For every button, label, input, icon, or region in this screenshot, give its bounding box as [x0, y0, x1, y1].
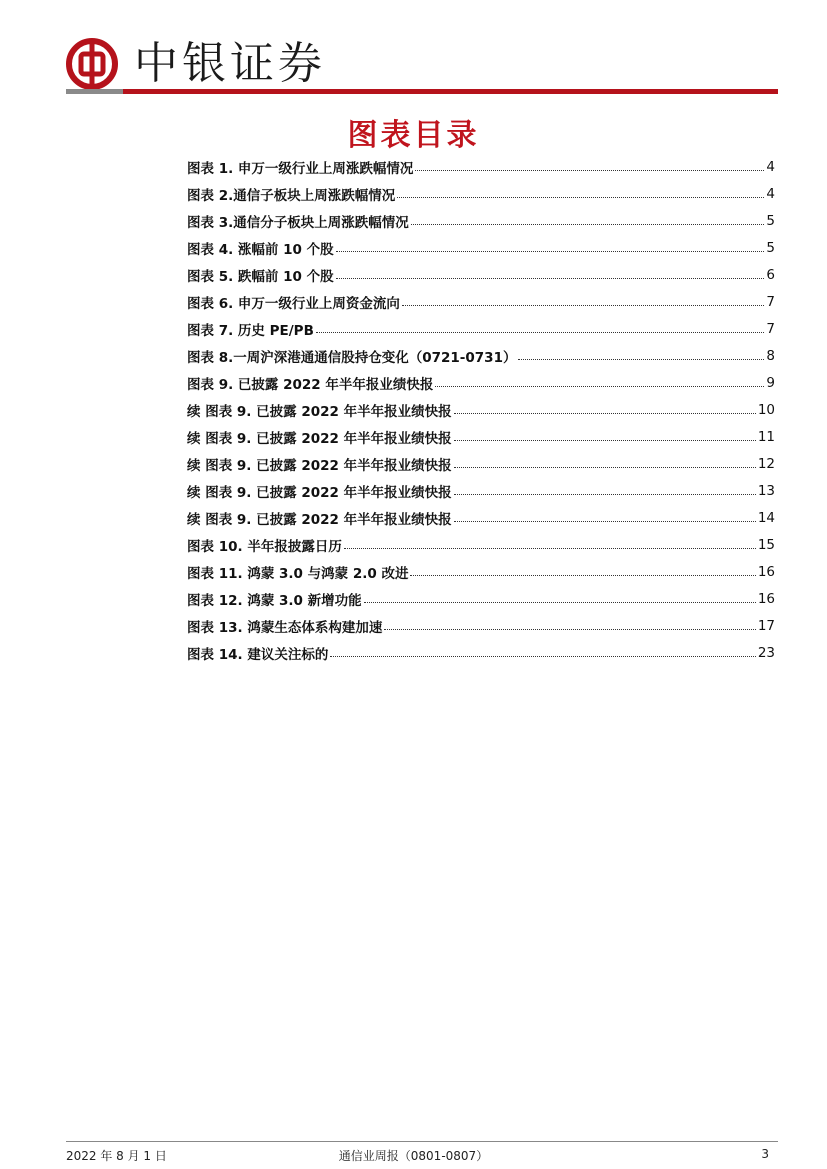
footer-rule: [66, 1141, 778, 1142]
toc-leader-dots: [330, 656, 755, 657]
toc-entry[interactable]: [187, 585, 775, 612]
toc-entry-label: 图表 8.一周沪深港通通信股持仓变化（0721-0731）: [187, 349, 517, 366]
toc-entry-page: 14: [757, 509, 775, 526]
toc-entry-label: 图表 11. 鸿蒙 3.0 与鸿蒙 2.0 改进: [187, 565, 409, 582]
toc-leader-dots: [336, 251, 765, 252]
toc-entry-page: 4: [766, 185, 775, 202]
footer-page-number: 3: [761, 1147, 769, 1161]
toc-entry[interactable]: [187, 558, 775, 585]
toc-entry-label: 图表 13. 鸿蒙生态体系构建加速: [187, 619, 383, 636]
toc-entry[interactable]: [187, 342, 775, 369]
toc-entry-page: 9: [766, 374, 775, 391]
toc-entry-page: 15: [757, 536, 775, 553]
toc-entry[interactable]: [187, 504, 775, 531]
toc-entry-label: 图表 2.通信子板块上周涨跌幅情况: [187, 187, 396, 204]
toc-entry[interactable]: [187, 450, 775, 477]
toc-entry-label: 图表 10. 半年报披露日历: [187, 538, 342, 555]
toc-entry-page: 16: [757, 590, 775, 607]
toc-entry-page: 17: [757, 617, 775, 634]
toc-entry-page: 7: [766, 320, 775, 337]
toc-leader-dots: [454, 413, 756, 414]
toc-entry-page: 4: [766, 158, 775, 175]
toc-entry[interactable]: [187, 234, 775, 261]
toc-leader-dots: [518, 359, 764, 360]
toc-entry[interactable]: [187, 423, 775, 450]
toc-leader-dots: [364, 602, 756, 603]
toc-entry-label: 图表 12. 鸿蒙 3.0 新增功能: [187, 592, 362, 609]
header-rule-red: [123, 89, 778, 94]
toc-leader-dots: [454, 494, 756, 495]
toc-entry-page: 6: [766, 266, 775, 283]
toc-entry[interactable]: [187, 207, 775, 234]
toc-entry-label: 续 图表 9. 已披露 2022 年半年报业绩快报: [187, 511, 452, 528]
toc-entry-page: 5: [766, 212, 775, 229]
bank-of-china-logo-icon: [66, 38, 118, 90]
toc-entry-page: 5: [766, 239, 775, 256]
toc-entry-page: 10: [757, 401, 775, 418]
toc-leader-dots: [411, 224, 765, 225]
toc-entry[interactable]: [187, 639, 775, 666]
toc-entry[interactable]: [187, 261, 775, 288]
toc-leader-dots: [454, 521, 756, 522]
table-of-contents: [187, 153, 775, 666]
brand-name: 中银证券: [134, 38, 326, 89]
toc-entry-page: 11: [757, 428, 775, 445]
toc-leader-dots: [410, 575, 755, 576]
toc-entry[interactable]: [187, 153, 775, 180]
toc-leader-dots: [344, 548, 756, 549]
toc-leader-dots: [316, 332, 765, 333]
toc-entry-label: 图表 14. 建议关注标的: [187, 646, 329, 663]
toc-entry-label: 续 图表 9. 已披露 2022 年半年报业绩快报: [187, 430, 452, 447]
toc-entry-page: 16: [757, 563, 775, 580]
toc-entry[interactable]: [187, 369, 775, 396]
toc-leader-dots: [397, 197, 764, 198]
toc-entry[interactable]: [187, 612, 775, 639]
toc-entry-page: 8: [766, 347, 775, 364]
toc-title: 图表目录: [347, 118, 480, 153]
toc-entry[interactable]: [187, 396, 775, 423]
toc-leader-dots: [454, 467, 756, 468]
toc-entry[interactable]: [187, 180, 775, 207]
footer-report-name: 通信业周报（0801-0807）: [338, 1149, 489, 1163]
toc-entry-page: 23: [757, 644, 775, 661]
toc-entry[interactable]: [187, 477, 775, 504]
toc-entry-label: 图表 7. 历史 PE/PB: [187, 322, 314, 339]
toc-entry-label: 图表 3.通信分子板块上周涨跌幅情况: [187, 214, 409, 231]
toc-entry-label: 续 图表 9. 已披露 2022 年半年报业绩快报: [187, 484, 452, 501]
toc-entry-label: 续 图表 9. 已披露 2022 年半年报业绩快报: [187, 403, 452, 420]
toc-leader-dots: [415, 170, 764, 171]
toc-entry-page: 7: [766, 293, 775, 310]
header-rule-gray: [66, 89, 123, 94]
toc-leader-dots: [336, 278, 765, 279]
toc-entry-label: 图表 4. 涨幅前 10 个股: [187, 241, 334, 258]
toc-entry-page: 12: [757, 455, 775, 472]
toc-entry-label: 图表 1. 申万一级行业上周涨跌幅情况: [187, 160, 414, 177]
toc-entry-label: 图表 6. 申万一级行业上周资金流向: [187, 295, 400, 312]
toc-entry-page: 13: [757, 482, 775, 499]
toc-leader-dots: [402, 305, 764, 306]
toc-entry-label: 续 图表 9. 已披露 2022 年半年报业绩快报: [187, 457, 452, 474]
footer-date: 2022 年 8 月 1 日: [66, 1149, 167, 1163]
toc-entry-label: 图表 9. 已披露 2022 年半年报业绩快报: [187, 376, 434, 393]
toc-entry-label: 图表 5. 跌幅前 10 个股: [187, 268, 334, 285]
toc-entry[interactable]: [187, 315, 775, 342]
toc-leader-dots: [384, 629, 755, 630]
toc-leader-dots: [435, 386, 764, 387]
toc-entry[interactable]: [187, 288, 775, 315]
toc-entry[interactable]: [187, 531, 775, 558]
toc-leader-dots: [454, 440, 756, 441]
